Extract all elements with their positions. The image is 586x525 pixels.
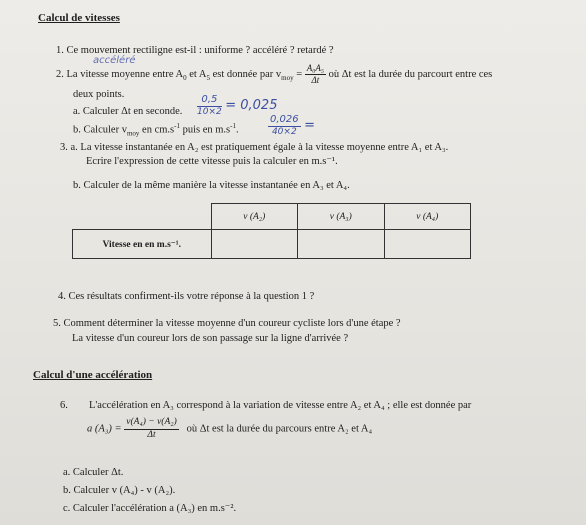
section-calcul-acceleration: Calcul d'une accélération xyxy=(33,369,153,381)
title-calcul-vitesses: Calcul de vitesses xyxy=(38,12,120,24)
table-cell-v-a3 xyxy=(298,230,384,259)
table-header-v-a2: v (A₂) xyxy=(211,204,297,230)
question-4: 4. Ces résultats confirment-ils votre réponse à la question 1 ? xyxy=(58,291,315,302)
table-row xyxy=(73,230,471,259)
question-6a: a. Calculer Δt. xyxy=(63,467,124,478)
question-3a: 3. a. La vitesse instantanée en A₂ est pratiquement égale à la vitesse moyenne entre A₁ et A₃. xyxy=(60,142,449,153)
question-1: 1. Ce mouvement rectiligne est-il : uniforme ? accéléré ? retardé ? xyxy=(56,45,334,56)
question-2b: b. Calculer $v_{moy}$ en $cm.s^{-1}$ puis en $m.s^{-1}$. xyxy=(73,122,239,138)
answer-2a-handwritten: $\frac{0,5}{10\times 2}$ = 0,025 xyxy=(197,94,278,117)
vmoy-formula: $\frac{\text{A₀A₅}}{\Delta t}$ xyxy=(306,63,325,85)
answer-2b-handwritten: $\frac{0,026}{40\times 2}$ = xyxy=(270,114,316,137)
question-6: L'accélération en A₃ correspond à la variation de vitesse entre A₂ et A₄ ; elle est donnée par xyxy=(89,400,472,411)
table-header-v-a3: v (A₃) xyxy=(298,204,384,230)
table-header-v-a4: v (A₄) xyxy=(384,204,471,230)
acceleration-formula: a (A₃) = $\frac{\text{v(A₄) − v(A₂)}}{\Delta t}$ où Δt est la durée du parcours entre A₂ et A₄ xyxy=(87,417,373,440)
question-6-number: 6. xyxy=(60,400,68,411)
question-3a-line2: Ecrire l'expression de cette vitesse puis la calculer en m.s⁻¹. xyxy=(86,156,338,167)
question-2-line2: deux points. xyxy=(73,89,125,100)
question-6c: c. Calculer l'accélération a (A₃) en m.s⁻². xyxy=(63,503,237,514)
answer-1-handwritten: accéléré xyxy=(93,55,136,66)
question-2: 2. La vitesse moyenne entre $A_0$ et $A_5$ est donnée par $v_{moy}$ = $\frac{\text{A₀A₅}}{\Delta t}$ où Δt est la durée du parcourt entre ces xyxy=(56,63,493,85)
question-5-line2: La vitesse d'un coureur lors de son passage sur la ligne d'arrivée ? xyxy=(72,333,349,344)
table-cell-v-a2 xyxy=(211,230,297,259)
question-6b: b. Calculer v (A₄) - v (A₂). xyxy=(63,485,176,496)
table-header-empty xyxy=(73,204,212,230)
question-3b: b. Calculer de la même manière la vitesse instantanée en A₃ et A₄. xyxy=(73,180,350,191)
question-2a: a. Calculer Δt en seconde. xyxy=(73,106,183,117)
velocity-table xyxy=(72,203,471,259)
question-5: 5. Comment déterminer la vitesse moyenne d'un coureur cycliste lors d'une étape ? xyxy=(53,318,401,329)
table-row-label: Vitesse en en m.s⁻¹. xyxy=(73,230,212,259)
table-header-row xyxy=(73,204,471,230)
table-cell-v-a4 xyxy=(384,230,471,259)
